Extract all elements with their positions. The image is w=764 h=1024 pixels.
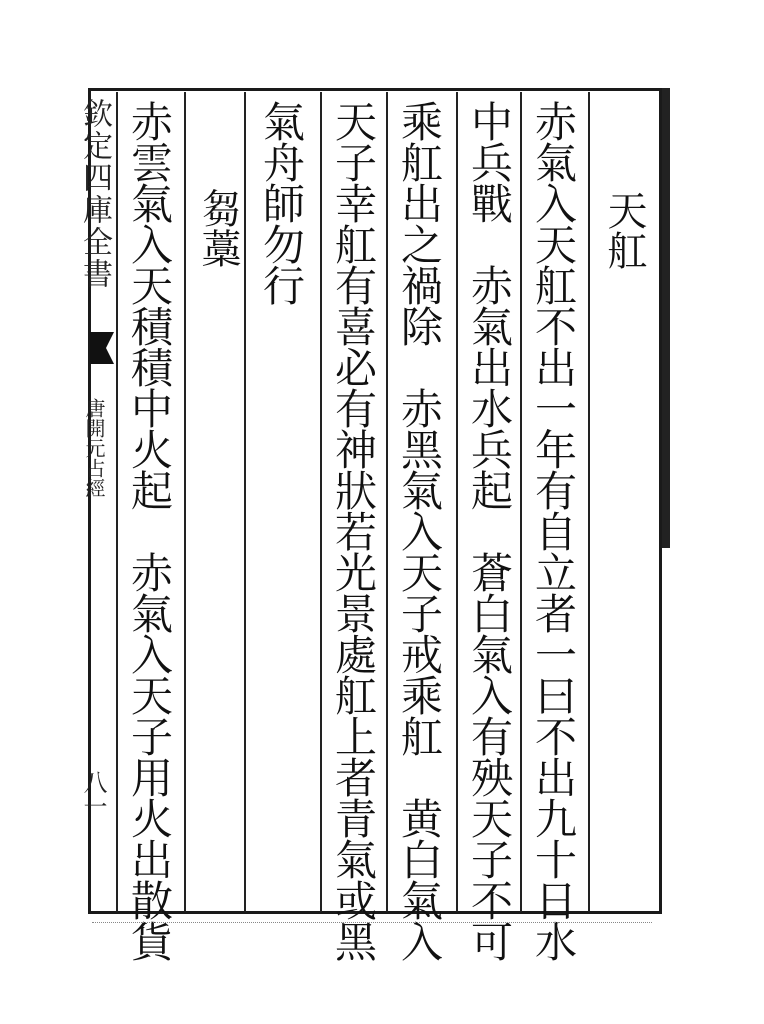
column-rule [456, 92, 458, 912]
series-title: 欽定四庫全書 [77, 98, 112, 290]
column-rule [386, 92, 388, 912]
column-rule [320, 92, 322, 912]
binding-edge [662, 88, 670, 548]
page-number: 八一 [79, 770, 107, 818]
column-rule [588, 92, 590, 912]
text-column-1: 赤氣入天舡不出一年有自立者一曰不出九十日水 [529, 100, 578, 961]
fish-tail-mark-icon [88, 328, 116, 368]
column-rule [520, 92, 522, 912]
text-column-5: 氣舟師勿行 [257, 100, 306, 305]
section-heading: 天舡 [601, 190, 647, 270]
subsection-heading: 芻藁 [195, 188, 241, 268]
column-rule [244, 92, 246, 912]
text-column-4: 天子幸舡有喜必有神狀若光景處舡上者青氣或黑 [329, 100, 378, 961]
bottom-dotted-edge [92, 922, 652, 927]
book-title: 唐開元占經 [82, 398, 106, 498]
text-column-2: 中兵戰 赤氣出水兵起 蒼白氣入有殃天子不可 [465, 100, 514, 961]
column-rule [116, 92, 118, 912]
text-column-7: 赤雲氣入天積積中火起 赤氣入天子用火出散貨 [125, 100, 174, 961]
text-column-3: 乘舡出之禍除 赤黑氣入天子戒乘舡 黄白氣入 [395, 100, 444, 961]
column-rule [184, 92, 186, 912]
